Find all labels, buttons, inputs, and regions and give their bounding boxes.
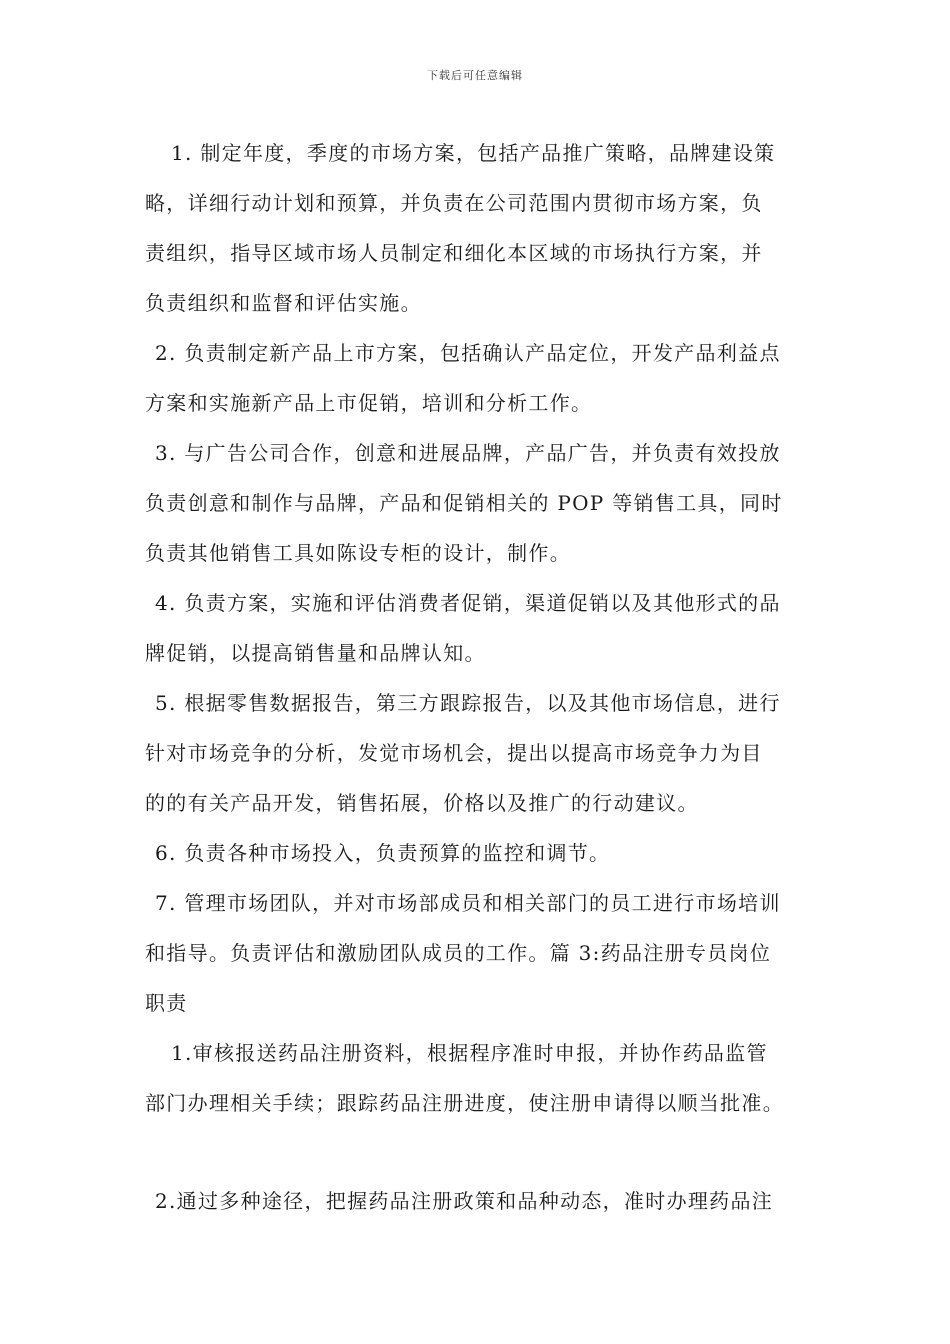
paragraph-line: 部门办理相关手续；跟踪药品注册进度，使注册申请得以顺当批准。 xyxy=(145,1091,784,1115)
paragraph-line: 方案和实施新产品上市促销，培训和分析工作。 xyxy=(145,391,593,415)
paragraph-line: 3. 与广告公司合作，创意和进展品牌，产品广告，并负责有效投放 xyxy=(155,441,781,465)
paragraph-line: 2. 负责制定新产品上市方案，包括确认产品定位，开发产品利益点 xyxy=(155,341,781,365)
paragraph-line: 2.通过多种途径，把握药品注册政策和品种动态，准时办理药品注 xyxy=(155,1189,774,1213)
document-body xyxy=(145,128,815,1226)
paragraph-line: 1. 制定年度，季度的市场方案，包括产品推广策略，品牌建设策 xyxy=(171,141,776,165)
paragraph-line: 的的有关产品开发，销售拓展，价格以及推广的行动建议。 xyxy=(145,791,699,815)
paragraph-line: 7. 管理市场团队，并对市场部成员和相关部门的员工进行市场培训 xyxy=(155,891,781,915)
page-header: 下载后可任意编辑 xyxy=(427,69,523,82)
paragraph-line: 职责 xyxy=(145,991,188,1015)
paragraph-line: 负责其他销售工具如陈设专柜的设计，制作。 xyxy=(145,541,571,565)
paragraph-line: 4. 负责方案，实施和评估消费者促销，渠道促销以及其他形式的品 xyxy=(155,591,781,615)
paragraph-gap xyxy=(145,1128,815,1176)
paragraph-line: 针对市场竞争的分析，发觉市场机会，提出以提高市场竞争力为目 xyxy=(145,741,763,765)
paragraph-line: 负责组织和监督和评估实施。 xyxy=(145,291,422,315)
paragraph-line: 1.审核报送药品注册资料，根据程序准时申报，并协作药品监管 xyxy=(171,1041,768,1065)
paragraph-line: 6. 负责各种市场投入，负责预算的监控和调节。 xyxy=(155,841,611,865)
paragraph-line: 牌促销，以提高销售量和品牌认知。 xyxy=(145,641,486,665)
paragraph-line: 和指导。负责评估和激励团队成员的工作。篇 3:药品注册专员岗位 xyxy=(145,941,772,965)
paragraph-line: 负责创意和制作与品牌，产品和促销相关的 POP 等销售工具，同时 xyxy=(145,491,783,515)
paragraph-line: 5. 根据零售数据报告，第三方跟踪报告，以及其他市场信息，进行 xyxy=(155,691,781,715)
paragraph-line: 略，详细行动计划和预算，并负责在公司范围内贯彻市场方案，负 xyxy=(145,191,763,215)
paragraph-line: 责组织，指导区域市场人员制定和细化本区域的市场执行方案，并 xyxy=(145,241,763,265)
